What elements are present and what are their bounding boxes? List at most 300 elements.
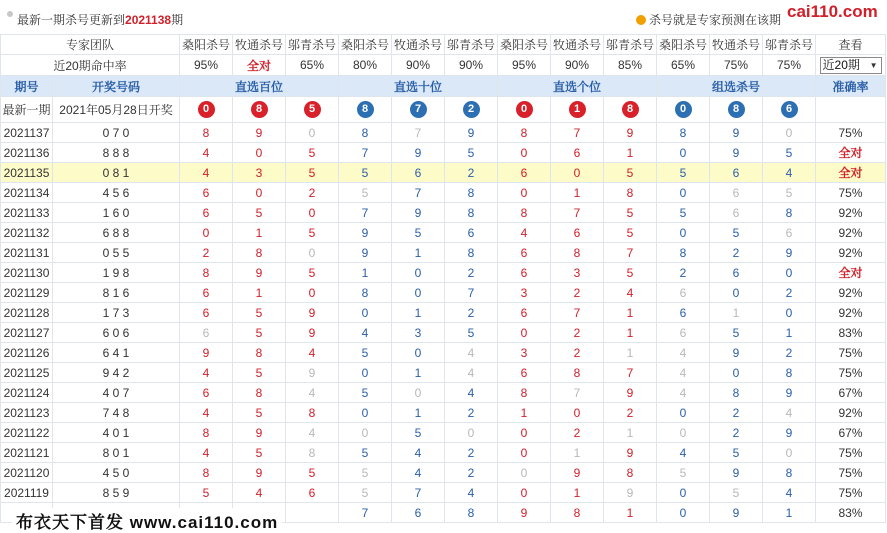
kill-value-cell: 8: [763, 363, 816, 383]
table-row: [1, 163, 886, 183]
kill-value-cell: 1: [551, 443, 604, 463]
kill-value-cell: 7: [339, 203, 392, 223]
kill-value-cell: 1: [233, 283, 286, 303]
number-ball: 8: [357, 101, 374, 118]
group-tens: 直选十位: [339, 76, 498, 97]
kill-value-cell: 8: [498, 383, 551, 403]
kill-value-cell: 2: [445, 443, 498, 463]
kill-value-cell: 2: [604, 403, 657, 423]
kill-value-cell: 0: [763, 263, 816, 283]
kill-value-cell: 2: [763, 283, 816, 303]
kill-value-cell: 5: [604, 223, 657, 243]
accuracy-cell: 75%: [816, 343, 886, 363]
kill-value-cell: 0: [657, 483, 710, 503]
kill-value-cell: 9: [763, 383, 816, 403]
kill-value-cell: 8: [604, 183, 657, 203]
period-cell: 2021126: [1, 343, 53, 363]
view-label: 查看: [816, 35, 886, 55]
number-ball: 0: [198, 101, 215, 118]
kill-value-cell: 6: [551, 143, 604, 163]
kill-value-cell: 4: [286, 343, 339, 363]
period-cell: 2021134: [1, 183, 53, 203]
kill-value-cell: 6: [498, 243, 551, 263]
update-title: 最新一期杀号更新到2021138期: [17, 13, 184, 27]
kill-value-cell: 0: [339, 403, 392, 423]
table-row: [1, 123, 886, 143]
kill-value-cell: 2: [445, 403, 498, 423]
expert-name: 桑阳杀号: [180, 35, 233, 55]
kill-value-cell: 6: [392, 163, 445, 183]
accuracy-cell: 83%: [816, 503, 886, 523]
kill-value-cell: 2: [551, 343, 604, 363]
table-row: [1, 303, 886, 323]
period-cell: 2021131: [1, 243, 53, 263]
kill-value-cell: 1: [339, 263, 392, 283]
kill-value-cell: 6: [180, 283, 233, 303]
kill-value-cell: 1: [604, 143, 657, 163]
kill-value-cell: 2: [710, 403, 763, 423]
kill-value-cell: 2: [180, 243, 233, 263]
hit-rate: 95%: [498, 55, 551, 76]
kill-value-cell: 9: [551, 463, 604, 483]
kill-value-cell: 5: [286, 463, 339, 483]
expert-name: 邬青杀号: [286, 35, 339, 55]
group-hundreds: 直选百位: [180, 76, 339, 97]
kill-value-cell: 7: [339, 503, 392, 523]
kill-value-cell: 9: [233, 463, 286, 483]
kill-value-cell: 4: [657, 383, 710, 403]
kill-value-cell: 5: [233, 203, 286, 223]
hit-rate: 90%: [445, 55, 498, 76]
table-row: [1, 243, 886, 263]
kill-value-cell: 1: [710, 303, 763, 323]
kill-value-cell: 5: [233, 443, 286, 463]
draw-code-cell: 0 8 1: [53, 163, 180, 183]
kill-value-cell: 6: [710, 163, 763, 183]
number-ball: 0: [516, 101, 533, 118]
tip-text: 杀号就是专家预测在该期: [636, 11, 781, 28]
kill-value-cell: 7: [392, 183, 445, 203]
kill-value-cell: 5: [710, 483, 763, 503]
kill-value-cell: 8: [286, 443, 339, 463]
kill-value-cell: 2: [710, 423, 763, 443]
kill-value-cell: 0: [763, 443, 816, 463]
kill-value-cell: 6: [657, 283, 710, 303]
kill-value-cell: 8: [445, 243, 498, 263]
kill-value-cell: 1: [392, 303, 445, 323]
kill-value-cell: 7: [551, 383, 604, 403]
kill-value-cell: 2: [445, 303, 498, 323]
table-row: [1, 383, 886, 403]
kill-value-cell: 3: [551, 263, 604, 283]
latest-ball-cell: [286, 97, 339, 123]
accuracy-cell: 75%: [816, 183, 886, 203]
kill-value-cell: 8: [657, 243, 710, 263]
period-cell: 2021119: [1, 483, 53, 503]
kill-value-cell: 0: [339, 423, 392, 443]
kill-value-cell: 8: [710, 383, 763, 403]
kill-value-cell: 9: [710, 503, 763, 523]
kill-value-cell: 9: [339, 223, 392, 243]
kill-value-cell: 1: [392, 403, 445, 423]
kill-value-cell: 8: [180, 423, 233, 443]
hit-rate: 65%: [657, 55, 710, 76]
kill-value-cell: 5: [233, 403, 286, 423]
kill-value-cell: 4: [445, 343, 498, 363]
kill-value-cell: 5: [339, 343, 392, 363]
accuracy-cell: 75%: [816, 463, 886, 483]
kill-value-cell: 3: [498, 283, 551, 303]
table-row: [1, 443, 886, 463]
kill-value-cell: 0: [392, 263, 445, 283]
kill-value-cell: 4: [180, 163, 233, 183]
period-cell: 2021135: [1, 163, 53, 183]
kill-value-cell: 4: [339, 323, 392, 343]
kill-value-cell: 4: [233, 483, 286, 503]
accuracy-cell: 75%: [816, 363, 886, 383]
draw-code-cell: 7 4 8: [53, 403, 180, 423]
kill-value-cell: 8: [551, 363, 604, 383]
kill-number-table: [0, 34, 886, 523]
kill-value-cell: [286, 503, 339, 523]
draw-code-cell: 8 1 6: [53, 283, 180, 303]
number-ball: 7: [410, 101, 427, 118]
kill-value-cell: 0: [657, 403, 710, 423]
number-ball: 0: [675, 101, 692, 118]
kill-value-cell: 6: [180, 323, 233, 343]
accuracy-cell: 全对: [816, 143, 886, 163]
kill-value-cell: 8: [339, 123, 392, 143]
kill-value-cell: 4: [604, 283, 657, 303]
kill-value-cell: 8: [180, 463, 233, 483]
latest-ball-cell: [180, 97, 233, 123]
kill-value-cell: 4: [763, 483, 816, 503]
kill-value-cell: 4: [657, 443, 710, 463]
kill-value-cell: 0: [763, 123, 816, 143]
hit-rate: 90%: [392, 55, 445, 76]
kill-value-cell: 0: [657, 223, 710, 243]
kill-value-cell: 4: [498, 223, 551, 243]
draw-code-cell: 0 5 5: [53, 243, 180, 263]
number-ball: 8: [728, 101, 745, 118]
kill-value-cell: 4: [180, 403, 233, 423]
expert-name: 牧通杀号: [233, 35, 286, 55]
kill-value-cell: 4: [180, 363, 233, 383]
kill-value-cell: 6: [657, 303, 710, 323]
kill-value-cell: 3: [392, 323, 445, 343]
kill-value-cell: 9: [339, 243, 392, 263]
draw-code-cell: 1 7 3: [53, 303, 180, 323]
group-combo: 组选杀号: [657, 76, 816, 97]
kill-value-cell: 5: [339, 163, 392, 183]
number-ball: 2: [463, 101, 480, 118]
kill-value-cell: 0: [498, 443, 551, 463]
kill-value-cell: 7: [551, 303, 604, 323]
hit-rate: 95%: [180, 55, 233, 76]
kill-value-cell: 4: [657, 363, 710, 383]
kill-value-cell: 7: [392, 483, 445, 503]
info-icon: [636, 15, 646, 25]
kill-value-cell: 2: [445, 463, 498, 483]
table-row: [1, 323, 886, 343]
number-ball: 8: [622, 101, 639, 118]
hit-rate: 80%: [339, 55, 392, 76]
kill-value-cell: 1: [551, 483, 604, 503]
kill-value-cell: 5: [233, 363, 286, 383]
kill-value-cell: 0: [710, 363, 763, 383]
kill-value-cell: 6: [710, 203, 763, 223]
draw-code-cell: 1 9 8: [53, 263, 180, 283]
period-cell: 2021132: [1, 223, 53, 243]
col-period: 期号: [1, 76, 53, 97]
hit-rate-label: 近20期命中率: [1, 55, 180, 76]
hit-rate: 全对: [233, 55, 286, 76]
kill-value-cell: 1: [763, 503, 816, 523]
team-label: 专家团队: [1, 35, 180, 55]
kill-value-cell: 5: [657, 163, 710, 183]
period-cell: 2021123: [1, 403, 53, 423]
kill-value-cell: 0: [498, 423, 551, 443]
kill-value-cell: 9: [180, 343, 233, 363]
watermark-logo: cai110.com: [784, 2, 881, 22]
kill-value-cell: 8: [286, 403, 339, 423]
col-accuracy: 准确率: [816, 76, 886, 97]
expert-name: 桑阳杀号: [657, 35, 710, 55]
period-cell: 2021121: [1, 443, 53, 463]
kill-value-cell: 9: [763, 243, 816, 263]
kill-value-cell: 5: [710, 323, 763, 343]
draw-code-cell: 8 0 1: [53, 443, 180, 463]
col-draw-code: 开奖号码: [53, 76, 180, 97]
accuracy-cell: 92%: [816, 203, 886, 223]
draw-code-cell: 6 8 8: [53, 223, 180, 243]
kill-value-cell: 0: [286, 243, 339, 263]
kill-value-cell: 9: [710, 143, 763, 163]
kill-value-cell: 8: [498, 123, 551, 143]
kill-value-cell: 8: [551, 243, 604, 263]
kill-value-cell: 5: [392, 223, 445, 243]
accuracy-cell: 67%: [816, 383, 886, 403]
kill-value-cell: 8: [763, 463, 816, 483]
table-row: [1, 283, 886, 303]
kill-value-cell: 9: [498, 503, 551, 523]
hit-rate: 75%: [763, 55, 816, 76]
kill-value-cell: 6: [551, 223, 604, 243]
draw-code-cell: 4 0 1: [53, 423, 180, 443]
kill-value-cell: 6: [180, 183, 233, 203]
kill-value-cell: 5: [657, 463, 710, 483]
kill-value-cell: 5: [392, 423, 445, 443]
hit-rate: 85%: [604, 55, 657, 76]
kill-value-cell: 5: [763, 143, 816, 163]
latest-ball-cell: [657, 97, 710, 123]
number-ball: 6: [781, 101, 798, 118]
latest-ball-cell: [551, 97, 604, 123]
kill-value-cell: 5: [657, 203, 710, 223]
kill-value-cell: 6: [180, 383, 233, 403]
kill-value-cell: 6: [710, 183, 763, 203]
accuracy-cell: 83%: [816, 323, 886, 343]
kill-value-cell: 5: [286, 163, 339, 183]
expert-name: 桑阳杀号: [339, 35, 392, 55]
period-cell: 2021137: [1, 123, 53, 143]
kill-value-cell: 9: [710, 343, 763, 363]
kill-value-cell: 5: [445, 143, 498, 163]
number-ball: 1: [569, 101, 586, 118]
kill-value-cell: 0: [710, 283, 763, 303]
kill-value-cell: 0: [657, 183, 710, 203]
period-select[interactable]: [820, 57, 882, 74]
kill-value-cell: 1: [551, 183, 604, 203]
number-ball: 8: [251, 101, 268, 118]
kill-value-cell: 8: [233, 343, 286, 363]
kill-value-cell: 6: [498, 163, 551, 183]
kill-value-cell: 0: [657, 143, 710, 163]
kill-value-cell: 5: [710, 223, 763, 243]
kill-value-cell: 9: [445, 123, 498, 143]
kill-value-cell: 0: [657, 503, 710, 523]
kill-value-cell: 1: [233, 223, 286, 243]
kill-value-cell: 5: [710, 443, 763, 463]
kill-value-cell: 1: [604, 323, 657, 343]
group-ones: 直选个位: [498, 76, 657, 97]
accuracy-cell: 92%: [816, 223, 886, 243]
kill-value-cell: 9: [604, 483, 657, 503]
latest-ball-cell: [604, 97, 657, 123]
kill-value-cell: 6: [710, 263, 763, 283]
number-ball: 5: [304, 101, 321, 118]
expert-name: 邬青杀号: [763, 35, 816, 55]
kill-value-cell: 6: [445, 223, 498, 243]
kill-value-cell: 5: [339, 483, 392, 503]
kill-value-cell: 9: [392, 203, 445, 223]
kill-value-cell: 0: [392, 283, 445, 303]
kill-value-cell: 8: [763, 203, 816, 223]
latest-ball-cell: [339, 97, 392, 123]
kill-value-cell: 4: [445, 383, 498, 403]
kill-value-cell: 1: [763, 323, 816, 343]
latest-ball-cell: [233, 97, 286, 123]
kill-value-cell: 7: [392, 123, 445, 143]
draw-code-cell: 6 0 6: [53, 323, 180, 343]
kill-value-cell: 9: [233, 263, 286, 283]
draw-code-cell: 6 4 1: [53, 343, 180, 363]
kill-value-cell: 0: [180, 223, 233, 243]
table-row: [1, 143, 886, 163]
kill-value-cell: 5: [180, 483, 233, 503]
kill-value-cell: 9: [604, 123, 657, 143]
kill-value-cell: 0: [657, 423, 710, 443]
kill-value-cell: 0: [339, 303, 392, 323]
kill-value-cell: 1: [604, 303, 657, 323]
latest-date: 2021年05月28日开奖: [53, 97, 180, 123]
accuracy-cell: 92%: [816, 283, 886, 303]
kill-value-cell: 4: [180, 443, 233, 463]
table-row: [1, 263, 886, 283]
hit-rate: 90%: [551, 55, 604, 76]
kill-value-cell: 1: [604, 503, 657, 523]
expert-name: 牧通杀号: [710, 35, 763, 55]
kill-value-cell: 2: [551, 283, 604, 303]
kill-value-cell: 8: [657, 123, 710, 143]
kill-value-cell: 4: [392, 463, 445, 483]
kill-value-cell: 9: [763, 423, 816, 443]
table-row: [1, 223, 886, 243]
accuracy-cell: 92%: [816, 303, 886, 323]
accuracy-cell: 92%: [816, 243, 886, 263]
kill-value-cell: 8: [445, 203, 498, 223]
kill-value-cell: 6: [286, 483, 339, 503]
kill-value-cell: 5: [286, 263, 339, 283]
kill-value-cell: 0: [498, 323, 551, 343]
expert-row: [1, 35, 886, 55]
kill-value-cell: 0: [392, 343, 445, 363]
draw-code-cell: 8 8 8: [53, 143, 180, 163]
table-row: [1, 483, 886, 503]
period-cell: 2021129: [1, 283, 53, 303]
kill-value-cell: 7: [551, 123, 604, 143]
kill-value-cell: 7: [339, 143, 392, 163]
accuracy-cell: 全对: [816, 163, 886, 183]
period-cell: 2021124: [1, 383, 53, 403]
kill-value-cell: 1: [392, 363, 445, 383]
kill-value-cell: 0: [498, 183, 551, 203]
table-row: [1, 423, 886, 443]
kill-value-cell: 0: [339, 363, 392, 383]
kill-value-cell: 0: [286, 283, 339, 303]
expert-name: 邬青杀号: [445, 35, 498, 55]
latest-ball-cell: [763, 97, 816, 123]
kill-value-cell: 6: [498, 303, 551, 323]
expert-name: 邬青杀号: [604, 35, 657, 55]
table-row: [1, 403, 886, 423]
kill-value-cell: 2: [551, 323, 604, 343]
kill-value-cell: 0: [551, 403, 604, 423]
period-cell: 2021130: [1, 263, 53, 283]
kill-value-cell: 9: [233, 123, 286, 143]
hit-rate-row: [1, 55, 886, 76]
expert-name: 牧通杀号: [392, 35, 445, 55]
kill-value-cell: 4: [445, 363, 498, 383]
latest-ball-cell: [710, 97, 763, 123]
table-row: [1, 343, 886, 363]
kill-value-cell: 5: [339, 183, 392, 203]
kill-value-cell: 5: [604, 203, 657, 223]
latest-ball-cell: [392, 97, 445, 123]
kill-value-cell: 4: [763, 163, 816, 183]
kill-value-cell: 7: [604, 243, 657, 263]
kill-value-cell: 9: [604, 443, 657, 463]
kill-value-cell: 9: [710, 123, 763, 143]
kill-value-cell: 4: [392, 443, 445, 463]
accuracy-cell: 75%: [816, 483, 886, 503]
period-cell: 2021128: [1, 303, 53, 323]
kill-value-cell: 9: [233, 423, 286, 443]
top-bar: [0, 0, 887, 34]
kill-value-cell: 5: [763, 183, 816, 203]
kill-value-cell: 4: [657, 343, 710, 363]
kill-value-cell: 4: [286, 423, 339, 443]
kill-value-cell: 9: [710, 463, 763, 483]
table-row: [1, 363, 886, 383]
draw-code-cell: 1 6 0: [53, 203, 180, 223]
chevron-down-icon: ▼: [869, 60, 878, 70]
kill-value-cell: 2: [551, 423, 604, 443]
kill-value-cell: 8: [180, 123, 233, 143]
kill-value-cell: 4: [180, 143, 233, 163]
period-cell: 2021133: [1, 203, 53, 223]
kill-value-cell: 9: [286, 363, 339, 383]
